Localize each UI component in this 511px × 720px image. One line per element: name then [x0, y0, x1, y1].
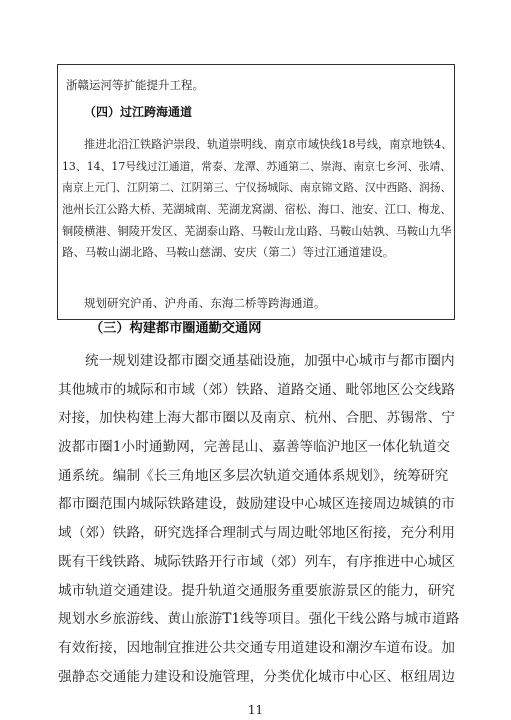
- paragraph-line: 域（郊）铁路，研究选择合理制式与周边毗邻地区衔接，充分利用: [58, 525, 456, 542]
- box-paragraph-line: 13、14、17号线过江通道，常泰、龙潭、苏通第二、崇海、南京七乡河、张靖、: [62, 159, 452, 173]
- paragraph-line: 既有干线铁路、城际铁路开行市域（郊）列车，有序推进中心城区: [58, 553, 456, 570]
- box-paragraph-line: 推进北沿江铁路沪崇段、轨道崇明线、南京市域快线18号线，南京地铁4、: [84, 138, 453, 151]
- page-number: 11: [247, 703, 264, 717]
- paragraph-line: 都市圈范围内城际铁路建设，鼓励建设中心城区连接周边城镇的市: [58, 496, 456, 513]
- box-paragraph-line: 南京上元门、江阴第二、江阴第三、宁仪扬城际、南京锦文路、汉中西路、润扬、: [62, 181, 452, 195]
- paragraph-line: 强静态交通能力建设和设施管理，分类优化城市中心区、枢纽周边: [58, 668, 456, 685]
- box-paragraph-line: 路、马鞍山湖北路、马鞍山慈湖、安庆（第二）等过江通道建设。: [62, 245, 395, 260]
- boxed-excerpt: [57, 64, 455, 320]
- paragraph-line: 规划水乡旅游线、黄山旅游T1线等项目。强化干线公路与城市道路: [58, 611, 460, 628]
- section-heading: （三）构建都市圈通勤交通网: [90, 321, 262, 336]
- box-heading: （四）过江跨海通道: [84, 105, 193, 119]
- main-paragraph: [58, 347, 463, 691]
- paragraph-line: 统一规划建设都市圈交通基础设施，加强中心城市与都市圈内: [85, 353, 455, 369]
- box-tail-line: 规划研究沪甬、沪舟甬、东海二桥等跨海通道。: [84, 296, 326, 310]
- paragraph-line: 波都市圈1小时通勤网，完善昆山、嘉善等临沪地区一体化轨道交: [58, 439, 451, 456]
- box-paragraph-line: 铜陵横港、铜陵开发区、芜湖泰山路、马鞍山龙山路、马鞍山姑孰、马鞍山九华: [62, 224, 452, 238]
- box-top-line: 浙赣运河等扩能提升工程。: [66, 78, 204, 92]
- paragraph-line: 有效衔接，因地制宜推进公共交通专用道建设和潮汐车道布设。加: [58, 639, 456, 656]
- paragraph-line: 对接，加快构建上海大都市圈以及南京、杭州、合肥、苏锡常、宁: [58, 410, 456, 427]
- paragraph-line: 其他城市的城际和市域（郊）铁路、道路交通、毗邻地区公交线路: [58, 381, 456, 398]
- paragraph-line: 通系统。编制《长三角地区多层次轨道交通体系规划》，统筹研究: [58, 467, 449, 484]
- paragraph-line: 城市轨道交通建设。提升轨道交通服务重要旅游景区的能力，研究: [58, 582, 456, 599]
- box-paragraph-line: 池州长江公路大桥、芜湖城南、芜湖龙窝湖、宿松、海口、池安、江口、梅龙、: [62, 203, 452, 217]
- box-paragraph: [62, 134, 454, 264]
